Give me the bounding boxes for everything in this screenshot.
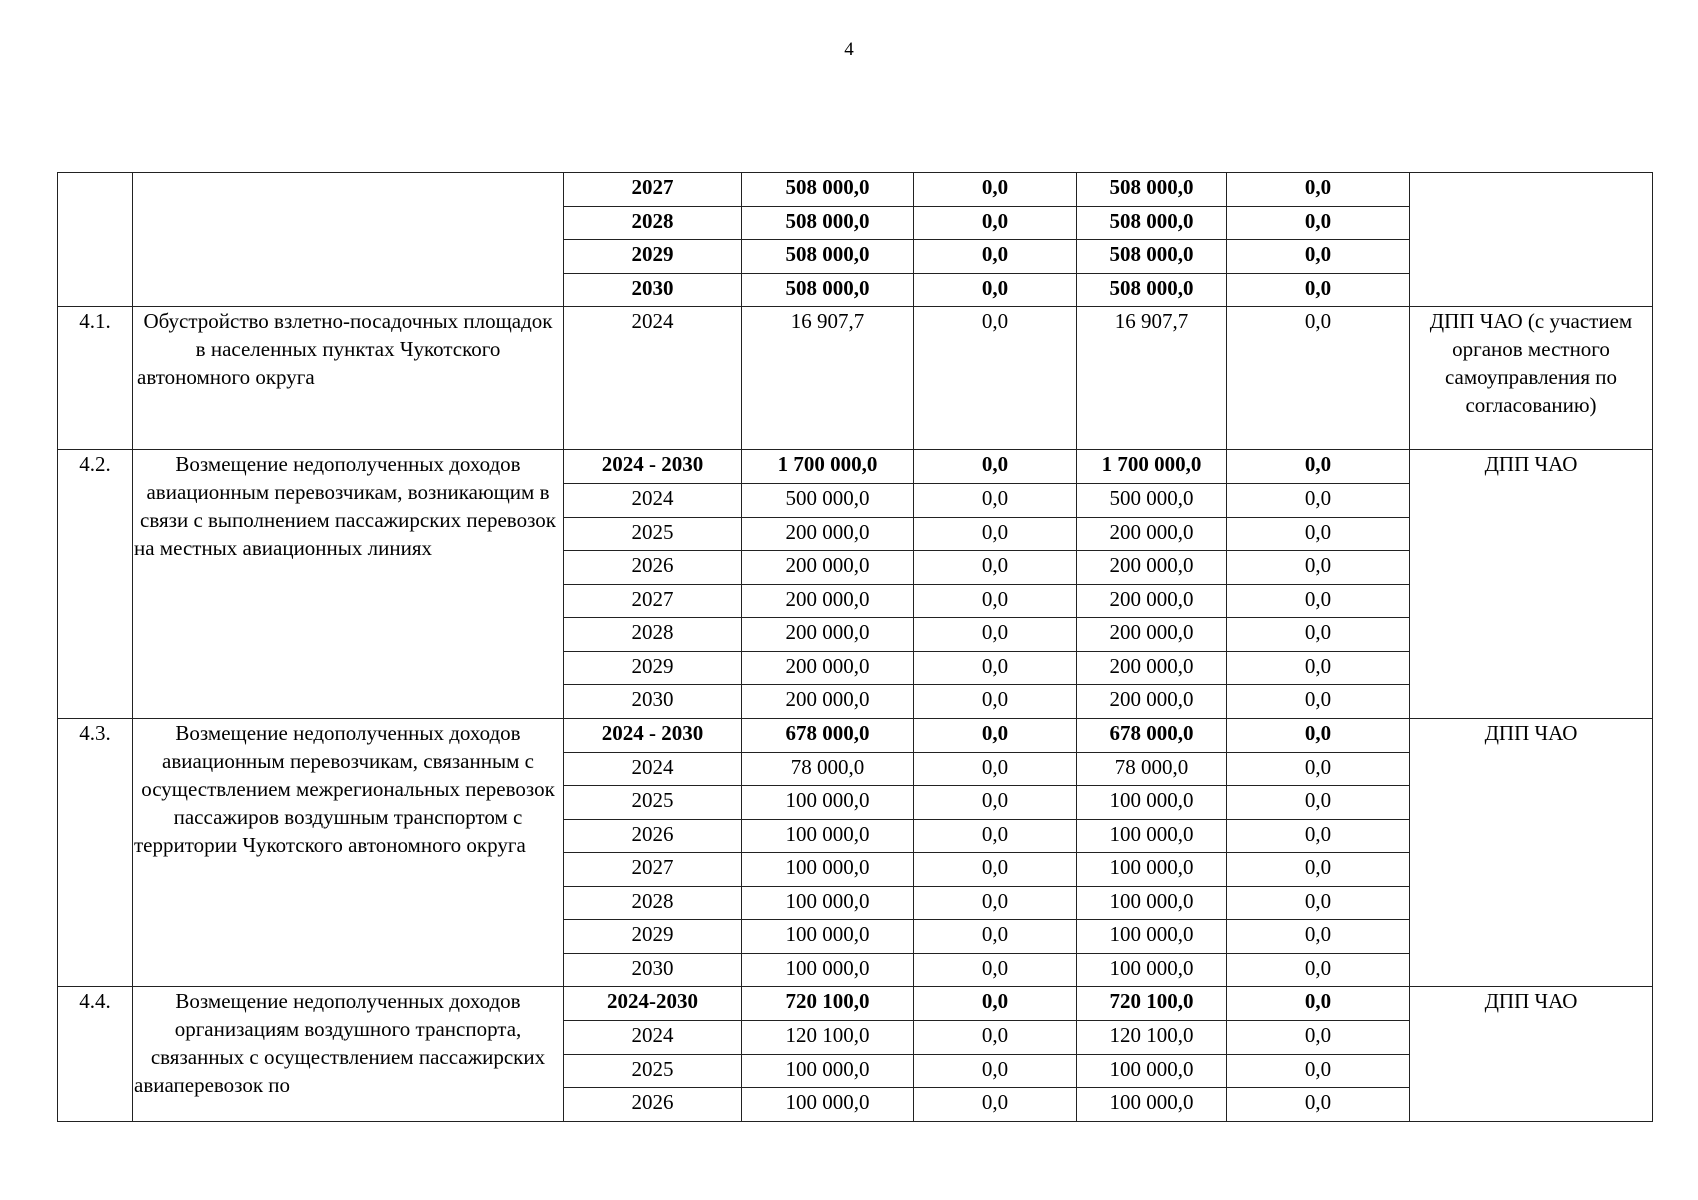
item-number-cell: 4.2. [58, 450, 133, 719]
federal-budget-cell: 0,0 [914, 953, 1077, 987]
federal-budget-cell: 0,0 [914, 718, 1077, 752]
regional-budget-cell: 508 000,0 [1077, 206, 1227, 240]
period-cell: 2028 [564, 206, 742, 240]
regional-budget-cell: 200 000,0 [1077, 685, 1227, 719]
regional-budget-cell: 678 000,0 [1077, 718, 1227, 752]
total-cell: 100 000,0 [742, 1088, 914, 1122]
other-sources-cell: 0,0 [1227, 307, 1410, 450]
federal-budget-cell: 0,0 [914, 517, 1077, 551]
total-cell: 100 000,0 [742, 853, 914, 887]
table-row [58, 307, 1653, 450]
item-number-cell: 4.1. [58, 307, 133, 450]
period-cell: 2026 [564, 1088, 742, 1122]
regional-budget-cell: 78 000,0 [1077, 752, 1227, 786]
other-sources-cell: 0,0 [1227, 853, 1410, 887]
executor-cell: ДПП ЧАО [1410, 450, 1653, 719]
total-cell: 100 000,0 [742, 819, 914, 853]
budget-table [57, 172, 1653, 1122]
regional-budget-cell: 200 000,0 [1077, 551, 1227, 585]
other-sources-cell: 0,0 [1227, 953, 1410, 987]
federal-budget-cell: 0,0 [914, 1021, 1077, 1055]
item-number-cell [58, 173, 133, 307]
other-sources-cell: 0,0 [1227, 1054, 1410, 1088]
period-cell: 2024 [564, 307, 742, 450]
period-cell: 2029 [564, 651, 742, 685]
period-cell: 2030 [564, 953, 742, 987]
executor-cell: ДПП ЧАО [1410, 718, 1653, 987]
regional-budget-cell: 100 000,0 [1077, 920, 1227, 954]
regional-budget-cell: 500 000,0 [1077, 484, 1227, 518]
regional-budget-cell: 508 000,0 [1077, 173, 1227, 207]
total-cell: 508 000,0 [742, 240, 914, 274]
item-number-cell: 4.3. [58, 718, 133, 987]
period-cell: 2028 [564, 618, 742, 652]
regional-budget-cell: 100 000,0 [1077, 786, 1227, 820]
other-sources-cell: 0,0 [1227, 987, 1410, 1021]
table-row [58, 987, 1653, 1021]
period-cell: 2025 [564, 786, 742, 820]
other-sources-cell: 0,0 [1227, 484, 1410, 518]
regional-budget-cell: 100 000,0 [1077, 886, 1227, 920]
total-cell: 200 000,0 [742, 685, 914, 719]
regional-budget-cell: 1 700 000,0 [1077, 450, 1227, 484]
table-row [58, 718, 1653, 752]
other-sources-cell: 0,0 [1227, 517, 1410, 551]
regional-budget-cell: 100 000,0 [1077, 953, 1227, 987]
other-sources-cell: 0,0 [1227, 273, 1410, 307]
item-name-cell [133, 173, 564, 307]
other-sources-cell: 0,0 [1227, 752, 1410, 786]
period-cell: 2024 - 2030 [564, 450, 742, 484]
total-cell: 508 000,0 [742, 173, 914, 207]
item-name-cell: Обустройство взлетно-посадочных площадок в населенных пунктах Чукотского автономного округа [133, 307, 564, 450]
total-cell: 100 000,0 [742, 1054, 914, 1088]
other-sources-cell: 0,0 [1227, 718, 1410, 752]
other-sources-cell: 0,0 [1227, 551, 1410, 585]
other-sources-cell: 0,0 [1227, 206, 1410, 240]
item-name-cell: Возмещение недополученных доходов авиационным перевозчикам, связанным с осуществлением межрегиональных перевозок пассажиров воздушным транспортом с территории Чукотского автономного округа [133, 718, 564, 987]
period-cell: 2024 [564, 1021, 742, 1055]
regional-budget-cell: 100 000,0 [1077, 853, 1227, 887]
other-sources-cell: 0,0 [1227, 1088, 1410, 1122]
federal-budget-cell: 0,0 [914, 920, 1077, 954]
total-cell: 200 000,0 [742, 651, 914, 685]
period-cell: 2027 [564, 584, 742, 618]
regional-budget-cell: 100 000,0 [1077, 1054, 1227, 1088]
federal-budget-cell: 0,0 [914, 273, 1077, 307]
federal-budget-cell: 0,0 [914, 240, 1077, 274]
other-sources-cell: 0,0 [1227, 173, 1410, 207]
regional-budget-cell: 200 000,0 [1077, 517, 1227, 551]
executor-cell: ДПП ЧАО (с участием органов местного самоуправления по согласованию) [1410, 307, 1653, 450]
regional-budget-cell: 200 000,0 [1077, 618, 1227, 652]
total-cell: 100 000,0 [742, 786, 914, 820]
federal-budget-cell: 0,0 [914, 584, 1077, 618]
total-cell: 100 000,0 [742, 953, 914, 987]
federal-budget-cell: 0,0 [914, 450, 1077, 484]
federal-budget-cell: 0,0 [914, 651, 1077, 685]
total-cell: 1 700 000,0 [742, 450, 914, 484]
period-cell: 2024 [564, 752, 742, 786]
period-cell: 2029 [564, 240, 742, 274]
federal-budget-cell: 0,0 [914, 786, 1077, 820]
federal-budget-cell: 0,0 [914, 1054, 1077, 1088]
regional-budget-cell: 200 000,0 [1077, 584, 1227, 618]
period-cell: 2030 [564, 273, 742, 307]
total-cell: 120 100,0 [742, 1021, 914, 1055]
other-sources-cell: 0,0 [1227, 240, 1410, 274]
other-sources-cell: 0,0 [1227, 651, 1410, 685]
regional-budget-cell: 120 100,0 [1077, 1021, 1227, 1055]
total-cell: 200 000,0 [742, 584, 914, 618]
table-row [58, 173, 1653, 207]
executor-cell [1410, 173, 1653, 307]
item-name-cell: Возмещение недополученных доходов авиационным перевозчикам, возникающим в связи с выполнением пассажирских перевозок на местных авиационных линиях [133, 450, 564, 719]
federal-budget-cell: 0,0 [914, 685, 1077, 719]
other-sources-cell: 0,0 [1227, 685, 1410, 719]
period-cell: 2028 [564, 886, 742, 920]
federal-budget-cell: 0,0 [914, 206, 1077, 240]
federal-budget-cell: 0,0 [914, 551, 1077, 585]
total-cell: 720 100,0 [742, 987, 914, 1021]
period-cell: 2024 [564, 484, 742, 518]
federal-budget-cell: 0,0 [914, 886, 1077, 920]
federal-budget-cell: 0,0 [914, 484, 1077, 518]
period-cell: 2026 [564, 551, 742, 585]
regional-budget-cell: 508 000,0 [1077, 273, 1227, 307]
total-cell: 508 000,0 [742, 206, 914, 240]
item-number-cell: 4.4. [58, 987, 133, 1122]
total-cell: 100 000,0 [742, 920, 914, 954]
period-cell: 2030 [564, 685, 742, 719]
executor-cell: ДПП ЧАО [1410, 987, 1653, 1122]
total-cell: 500 000,0 [742, 484, 914, 518]
total-cell: 200 000,0 [742, 551, 914, 585]
other-sources-cell: 0,0 [1227, 584, 1410, 618]
total-cell: 200 000,0 [742, 517, 914, 551]
item-name-cell: Возмещение недополученных доходов организациям воздушного транспорта, связанных с осуществлением пассажирских авиаперевозок по [133, 987, 564, 1122]
total-cell: 508 000,0 [742, 273, 914, 307]
other-sources-cell: 0,0 [1227, 786, 1410, 820]
federal-budget-cell: 0,0 [914, 819, 1077, 853]
period-cell: 2024 - 2030 [564, 718, 742, 752]
period-cell: 2025 [564, 1054, 742, 1088]
regional-budget-cell: 100 000,0 [1077, 1088, 1227, 1122]
page-number: 4 [844, 39, 854, 60]
regional-budget-cell: 200 000,0 [1077, 651, 1227, 685]
period-cell: 2029 [564, 920, 742, 954]
regional-budget-cell: 16 907,7 [1077, 307, 1227, 450]
period-cell: 2024-2030 [564, 987, 742, 1021]
regional-budget-cell: 100 000,0 [1077, 819, 1227, 853]
federal-budget-cell: 0,0 [914, 1088, 1077, 1122]
other-sources-cell: 0,0 [1227, 1021, 1410, 1055]
federal-budget-cell: 0,0 [914, 173, 1077, 207]
federal-budget-cell: 0,0 [914, 853, 1077, 887]
other-sources-cell: 0,0 [1227, 819, 1410, 853]
other-sources-cell: 0,0 [1227, 886, 1410, 920]
federal-budget-cell: 0,0 [914, 307, 1077, 450]
period-cell: 2027 [564, 173, 742, 207]
period-cell: 2027 [564, 853, 742, 887]
total-cell: 100 000,0 [742, 886, 914, 920]
other-sources-cell: 0,0 [1227, 920, 1410, 954]
total-cell: 200 000,0 [742, 618, 914, 652]
period-cell: 2026 [564, 819, 742, 853]
regional-budget-cell: 508 000,0 [1077, 240, 1227, 274]
other-sources-cell: 0,0 [1227, 450, 1410, 484]
federal-budget-cell: 0,0 [914, 752, 1077, 786]
regional-budget-cell: 720 100,0 [1077, 987, 1227, 1021]
federal-budget-cell: 0,0 [914, 618, 1077, 652]
other-sources-cell: 0,0 [1227, 618, 1410, 652]
period-cell: 2025 [564, 517, 742, 551]
total-cell: 16 907,7 [742, 307, 914, 450]
total-cell: 678 000,0 [742, 718, 914, 752]
table-row [58, 450, 1653, 484]
federal-budget-cell: 0,0 [914, 987, 1077, 1021]
budget-table-body [58, 173, 1653, 1122]
total-cell: 78 000,0 [742, 752, 914, 786]
